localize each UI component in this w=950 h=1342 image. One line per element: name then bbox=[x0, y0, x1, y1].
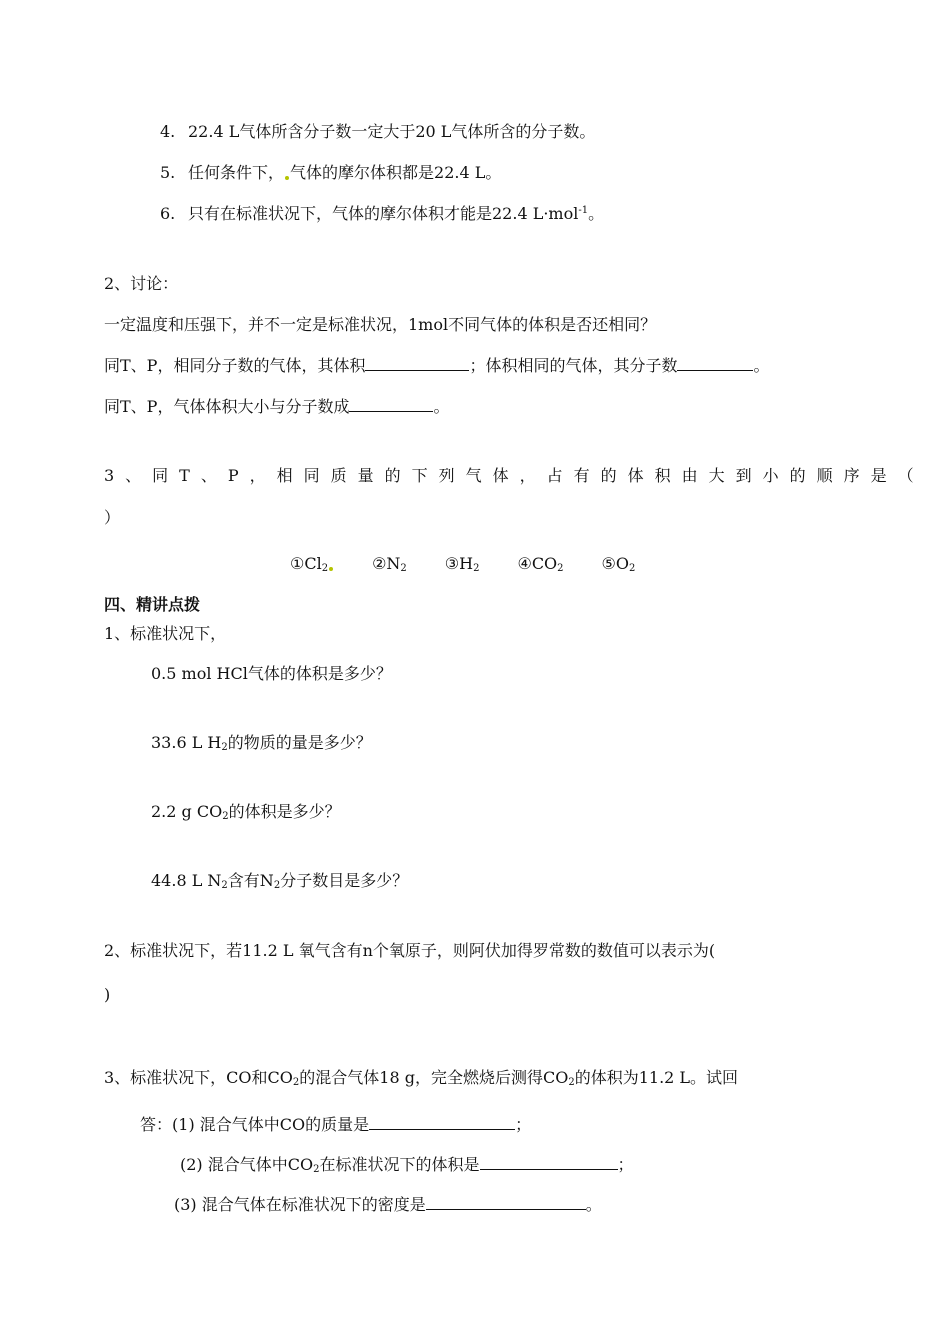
option-5 bbox=[602, 554, 636, 574]
question-3-text: 3、同T、P，相同质量的下列气体，占有的体积由大到小的顺序是（ bbox=[104, 466, 925, 485]
item-3-text bbox=[104, 1068, 738, 1088]
statement-text-a: 任何条件下， bbox=[188, 163, 285, 182]
stray-dot-mark bbox=[329, 567, 333, 571]
subscript: 2 bbox=[222, 811, 229, 822]
option-text: ⑤O bbox=[601, 554, 630, 573]
answer-blank[interactable] bbox=[426, 1195, 586, 1210]
item-2-text: 2、标准状况下，若11.2 L 氧气含有n个氧原子，则阿伏加得罗常数的数值可以表示为( bbox=[104, 941, 716, 960]
statement-6 bbox=[160, 204, 604, 224]
text-segment: 同T、P，相同分子数的气体，其体积 bbox=[104, 356, 366, 375]
subscript: 2 bbox=[221, 880, 228, 891]
option-1 bbox=[290, 554, 334, 574]
subscript: 2 bbox=[273, 880, 281, 891]
text-segment: 。 bbox=[753, 356, 770, 375]
discussion-heading: 2、讨论： bbox=[104, 274, 179, 293]
text-segment: 分子数目是多少？ bbox=[280, 871, 409, 890]
text-segment: 含有N bbox=[227, 871, 274, 890]
text-segment: 。 bbox=[433, 397, 450, 416]
text-segment: CO bbox=[267, 1068, 293, 1087]
text-segment: (1) 混合气体中CO的质量是 bbox=[172, 1115, 370, 1134]
subscript: 2 bbox=[568, 1077, 575, 1088]
text-segment: 的物质的量是多少？ bbox=[227, 733, 372, 752]
text-segment: 在标准状况下的体积是 bbox=[319, 1155, 480, 1174]
answer-blank[interactable] bbox=[369, 1115, 515, 1130]
statement-number: 6. bbox=[160, 204, 176, 223]
text-segment: 44.8 L N bbox=[151, 871, 222, 890]
text-segment: (3) 混合气体在标准状况下的密度是 bbox=[174, 1195, 426, 1214]
discussion-question: 一定温度和压强下，并不一定是标准状况，1mol不同气体的体积是否还相同？ bbox=[104, 315, 657, 334]
answer-blank[interactable] bbox=[365, 356, 469, 371]
sub-question-2 bbox=[151, 733, 372, 753]
option-4 bbox=[517, 554, 563, 574]
text-segment: ； bbox=[515, 1115, 532, 1134]
answer-blank[interactable] bbox=[677, 356, 753, 371]
subscript: 2 bbox=[400, 563, 407, 574]
subscript: 2 bbox=[473, 563, 480, 574]
question-3-close: ） bbox=[104, 508, 121, 527]
answer-blank[interactable] bbox=[480, 1155, 618, 1170]
subscript: 2 bbox=[292, 1077, 300, 1088]
item-1-heading: 1、标准状况下， bbox=[104, 624, 227, 643]
answer-1 bbox=[140, 1115, 531, 1135]
text-segment: 的体积是多少？ bbox=[228, 802, 341, 821]
option-text: ③H bbox=[444, 554, 474, 573]
sub-question-1: 0.5 mol HCl气体的体积是多少？ bbox=[151, 664, 392, 683]
text-segment: 的体积为11.2 L。试回 bbox=[574, 1068, 739, 1087]
option-3 bbox=[445, 554, 480, 574]
answer-blank[interactable] bbox=[349, 397, 433, 412]
answer-label: 答： bbox=[140, 1115, 173, 1134]
statement-number: 5. bbox=[160, 163, 176, 182]
answer-3 bbox=[174, 1195, 602, 1215]
discussion-line-2 bbox=[104, 397, 449, 417]
option-text: ④CO bbox=[517, 554, 558, 573]
text-segment: 2.2 g CO bbox=[151, 802, 223, 821]
option-text: ①Cl bbox=[290, 554, 322, 573]
statement-text: 只有在标准状况下，气体的摩尔体积才能是22.4 L·mol bbox=[188, 204, 579, 223]
option-text: ②N bbox=[372, 554, 401, 573]
sub-question-4 bbox=[151, 871, 408, 891]
answer-2 bbox=[180, 1155, 634, 1175]
statement-text: 22.4 L气体所含分子数一定大于20 L气体所含的分子数。 bbox=[188, 122, 596, 141]
statement-number: 4. bbox=[160, 122, 176, 141]
option-2 bbox=[372, 554, 407, 574]
subscript: 2 bbox=[629, 563, 636, 574]
text-segment: ； bbox=[617, 1155, 634, 1174]
text-segment: ；体积相同的气体，其分子数 bbox=[469, 356, 678, 375]
statement-end: 。 bbox=[588, 204, 605, 223]
subscript: 2 bbox=[321, 563, 329, 574]
discussion-line-1 bbox=[104, 356, 769, 376]
text-segment: (2) 混合气体中CO bbox=[180, 1155, 314, 1174]
text-segment: 3、标准状况下，CO和 bbox=[104, 1068, 268, 1087]
subscript: 2 bbox=[557, 563, 564, 574]
superscript: -1 bbox=[578, 205, 589, 216]
text-segment: 的混合气体18 g，完全燃烧后测得CO bbox=[299, 1068, 569, 1087]
statement-text-b: 气体的摩尔体积都是22.4 L。 bbox=[290, 163, 502, 182]
subscript: 2 bbox=[221, 742, 228, 753]
text-segment: 同T、P，气体体积大小与分子数成 bbox=[104, 397, 350, 416]
section-4-heading: 四、精讲点拨 bbox=[104, 595, 201, 614]
statement-5 bbox=[160, 163, 501, 183]
subscript: 2 bbox=[313, 1164, 320, 1175]
text-segment: 。 bbox=[585, 1195, 602, 1214]
sub-question-3 bbox=[151, 802, 341, 822]
item-2-close: ) bbox=[104, 985, 111, 1004]
stray-dot-mark bbox=[285, 176, 289, 180]
text-segment: 33.6 L H bbox=[151, 733, 222, 752]
question-3-options bbox=[290, 554, 673, 574]
statement-4 bbox=[160, 122, 595, 142]
